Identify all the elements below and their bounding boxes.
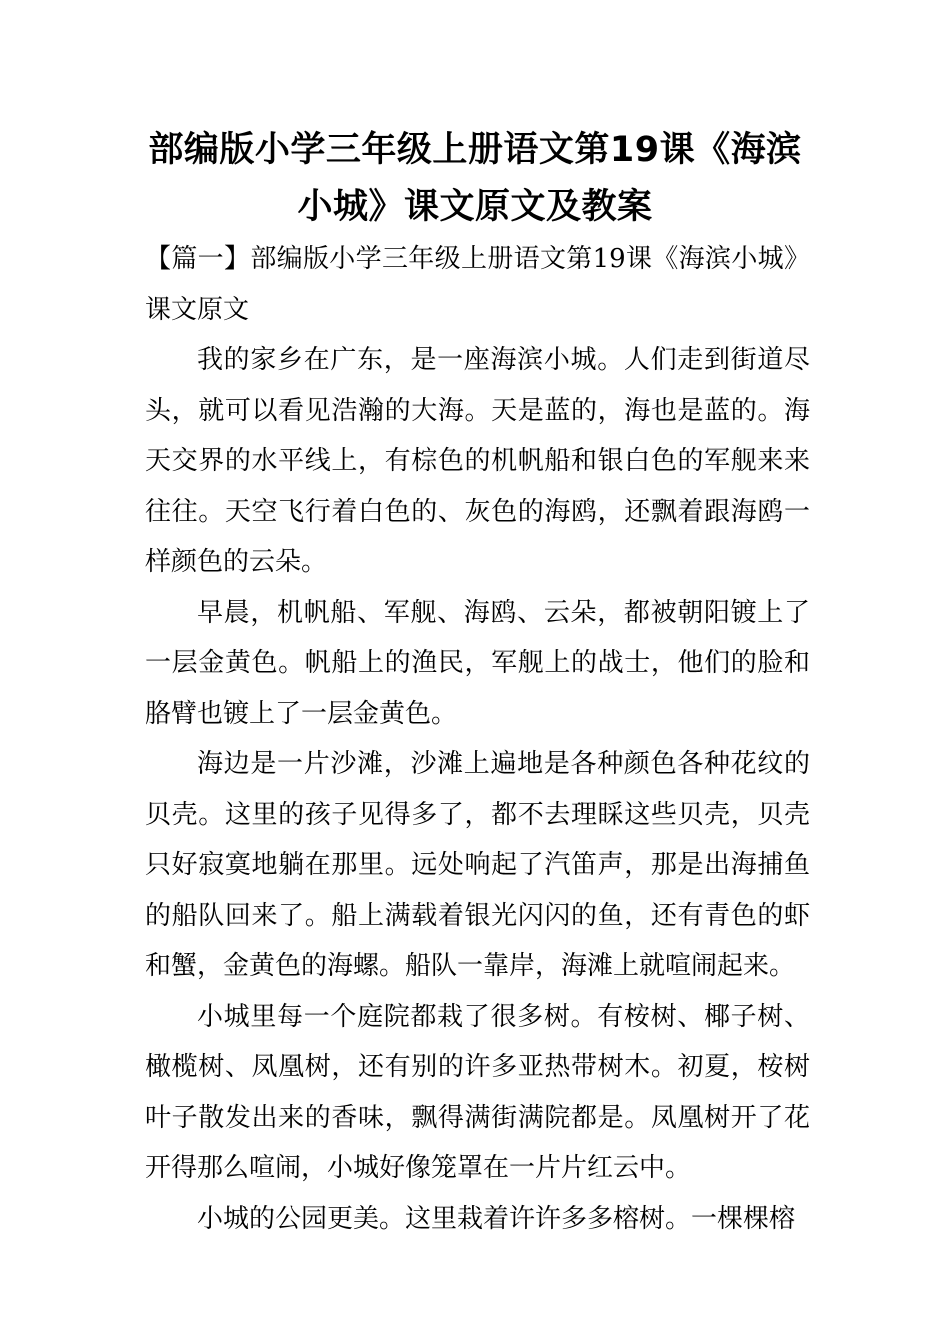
section-heading: 【篇一】部编版小学三年级上册语文第19课《海滨小城》课文原文 [145, 244, 810, 325]
document-body [145, 234, 810, 1244]
paragraph-3: 海边是一片沙滩，沙滩上遍地是各种颜色各种花纹的贝壳。这里的孩子见得多了，都不去理睬这些贝壳，贝壳只好寂寞地躺在那里。远处响起了汽笛声，那是出海捕鱼的船队回来了。船上满载着银光闪闪的鱼，还有青色的虾和蟹，金黄色的海螺。船队一靠岸，海滩上就喧闹起来。 [145, 749, 810, 981]
paragraph-4: 小城里每一个庭院都栽了很多树。有桉树、椰子树、橄榄树、凤凰树，还有别的许多亚热带树木。初夏，桉树叶子散发出来的香味，飘得满街满院都是。凤凰树开了花开得那么喧闹，小城好像笼罩在一片片红云中。 [145, 1001, 810, 1183]
paragraph-2: 早晨，机帆船、军舰、海鸥、云朵，都被朝阳镀上了一层金黄色。帆船上的渔民，军舰上的战士，他们的脸和胳臂也镀上了一层金黄色。 [145, 597, 810, 729]
document-title: 部编版小学三年级上册语文第19课《海滨小城》课文原文及教案 [148, 130, 802, 227]
paragraph-1: 我的家乡在广东，是一座海滨小城。人们走到街道尽头，就可以看见浩瀚的大海。天是蓝的，海也是蓝的。海天交界的水平线上，有棕色的机帆船和银白色的军舰来来往往。天空飞行着白色的、灰色的海鸥，还飘着跟海鸥一样颜色的云朵。 [145, 345, 810, 577]
paragraph-5: 小城的公园更美。这里栽着许许多多榕树。一棵棵榕 [197, 1203, 796, 1234]
